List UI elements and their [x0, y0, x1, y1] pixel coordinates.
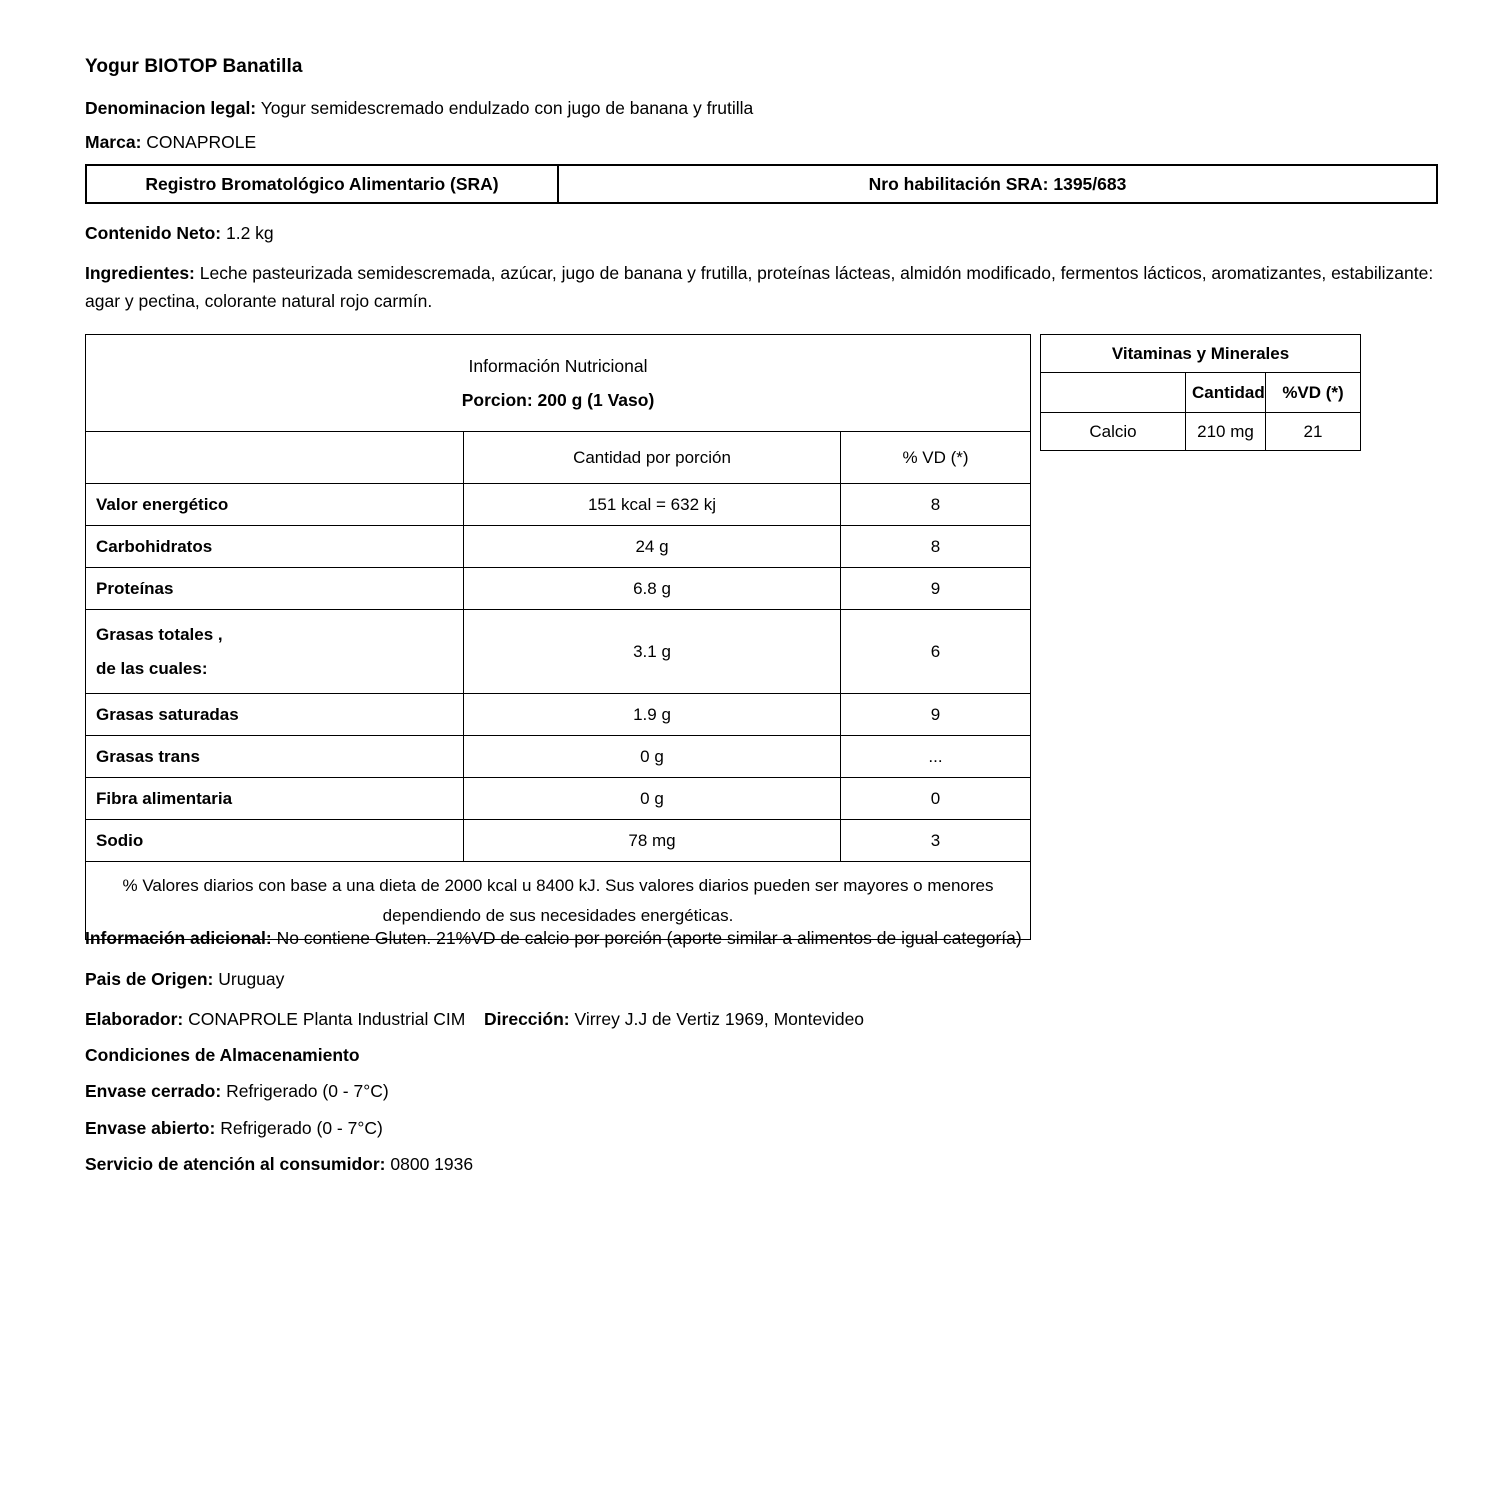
nutrition-row-vd: 8 — [841, 526, 1031, 568]
pais-origen-value: Uruguay — [218, 969, 285, 989]
nutrition-row-label: Fibra alimentaria — [86, 778, 464, 820]
envase-cerrado-row — [85, 1080, 389, 1104]
condiciones-almacenamiento-label: Condiciones de Almacenamiento — [85, 1045, 360, 1065]
elaborador-row — [85, 1008, 864, 1032]
nutrition-row-label: Proteínas — [86, 568, 464, 610]
envase-abierto-value: Refrigerado (0 - 7°C) — [220, 1118, 383, 1138]
sra-registro-cell: Registro Bromatológico Alimentario (SRA) — [86, 165, 558, 203]
table-row — [1041, 413, 1361, 451]
vitamins-col-header-name — [1041, 373, 1186, 413]
nutrition-row-amount: 0 g — [464, 736, 841, 778]
elaborador-value: CONAPROLE Planta Industrial CIM — [188, 1009, 466, 1029]
marca-value: CONAPROLE — [146, 132, 257, 152]
direccion-label: Dirección: — [484, 1009, 570, 1029]
contenido-neto-value: 1.2 kg — [225, 223, 274, 243]
table-row — [86, 694, 1031, 736]
nutrition-row-label: Valor energético — [86, 484, 464, 526]
table-row — [86, 484, 1031, 526]
nutrition-row-vd: 9 — [841, 694, 1031, 736]
nutrition-row-label: Sodio — [86, 820, 464, 862]
denominacion-legal-value: Yogur semidescremado endulzado con jugo de banana y frutilla — [260, 98, 754, 118]
envase-cerrado-value: Refrigerado (0 - 7°C) — [226, 1081, 389, 1101]
table-row — [86, 736, 1031, 778]
vitamins-column-header-row — [1041, 373, 1361, 413]
vitamins-row-amount: 210 mg — [1186, 413, 1266, 451]
table-row — [86, 568, 1031, 610]
nutrition-row-label: Carbohidratos — [86, 526, 464, 568]
nutrition-row-vd: 9 — [841, 568, 1031, 610]
nutrition-row-amount: 6.8 g — [464, 568, 841, 610]
nutrition-row-label: Grasas totales , de las cuales: — [86, 610, 464, 694]
nutrition-row-vd: 0 — [841, 778, 1031, 820]
vitamins-row-label: Calcio — [1041, 413, 1186, 451]
nutrition-row-vd: 8 — [841, 484, 1031, 526]
nutrition-title: Información Nutricional — [468, 355, 648, 376]
table-row — [86, 820, 1031, 862]
vitamins-minerals-table — [1040, 334, 1361, 451]
pais-origen-row — [85, 968, 284, 992]
informacion-adicional-row — [85, 927, 1022, 951]
informacion-adicional-label: Información adicional: — [85, 928, 272, 948]
ingredientes-row — [85, 259, 1441, 316]
nutrition-row-label: Grasas saturadas — [86, 694, 464, 736]
nutrition-row-vd: 3 — [841, 820, 1031, 862]
nutrition-row-amount: 1.9 g — [464, 694, 841, 736]
denominacion-legal-row — [85, 97, 753, 121]
nutrition-portion: Porcion: 200 g (1 Vaso) — [461, 390, 655, 410]
nutrition-facts-table — [85, 334, 1031, 940]
nutrition-row-label: Grasas trans — [86, 736, 464, 778]
nutrition-col-header-amount: Cantidad por porción — [464, 432, 841, 484]
envase-abierto-label: Envase abierto: — [85, 1118, 216, 1138]
servicio-consumidor-row — [85, 1153, 473, 1177]
informacion-adicional-value: No contiene Gluten. 21%VD de calcio por porción (aporte similar a alimentos de igual categoría) — [276, 928, 1022, 948]
vitamins-col-header-vd: %VD (*) — [1266, 373, 1361, 413]
nutrition-column-header-row — [86, 432, 1031, 484]
elaborador-label: Elaborador: — [85, 1009, 184, 1029]
nutrition-row-amount: 3.1 g — [464, 610, 841, 694]
nutrition-row-amount: 24 g — [464, 526, 841, 568]
vitamins-col-header-amount: Cantidad — [1186, 373, 1266, 413]
vitamins-title: Vitaminas y Minerales — [1041, 335, 1361, 373]
servicio-consumidor-value: 0800 1936 — [390, 1154, 474, 1174]
envase-abierto-row — [85, 1117, 383, 1141]
ingredientes-label: Ingredientes: — [85, 263, 195, 283]
vitamins-title-row — [1041, 335, 1361, 373]
contenido-neto-label: Contenido Neto: — [85, 223, 222, 243]
condiciones-almacenamiento-row — [85, 1044, 360, 1068]
nutrition-row-vd: 6 — [841, 610, 1031, 694]
contenido-neto-row — [85, 222, 274, 246]
denominacion-legal-label: Denominacion legal: — [85, 98, 257, 118]
table-row — [86, 165, 1437, 203]
sra-habilitacion-cell: Nro habilitación SRA: 1395/683 — [558, 165, 1437, 203]
ingredientes-value: Leche pasteurizada semidescremada, azúcar, jugo de banana y frutilla, proteínas lácteas, almidón modificado, fermentos lácticos, aromatizantes, estabilizante: agar y pectina, colorante natural rojo carmín. — [85, 263, 1434, 312]
envase-cerrado-label: Envase cerrado: — [85, 1081, 222, 1101]
nutrition-col-header-vd: % VD (*) — [841, 432, 1031, 484]
nutrition-header-cell — [86, 335, 1031, 432]
direccion-value: Virrey J.J de Vertiz 1969, Montevideo — [574, 1009, 865, 1029]
vitamins-row-vd: 21 — [1266, 413, 1361, 451]
table-row — [86, 778, 1031, 820]
nutrition-col-header-name — [86, 432, 464, 484]
nutrition-footnote: % Valores diarios con base a una dieta de 2000 kcal u 8400 kJ. Sus valores diarios pueden ser mayores o menores dependiendo de sus necesidades energéticas. — [86, 862, 1031, 940]
sra-registration-table — [85, 164, 1438, 204]
nutrition-row-amount: 0 g — [464, 778, 841, 820]
nutrition-row-amount: 151 kcal = 632 kj — [464, 484, 841, 526]
table-row — [86, 526, 1031, 568]
pais-origen-label: Pais de Origen: — [85, 969, 214, 989]
page-title: Yogur BIOTOP Banatilla — [85, 56, 303, 77]
nutrition-header-row — [86, 335, 1031, 432]
nutrition-row-vd: ... — [841, 736, 1031, 778]
marca-label: Marca: — [85, 132, 142, 152]
servicio-consumidor-label: Servicio de atención al consumidor: — [85, 1154, 386, 1174]
table-row — [86, 610, 1031, 694]
marca-row — [85, 131, 256, 155]
nutrition-row-amount: 78 mg — [464, 820, 841, 862]
